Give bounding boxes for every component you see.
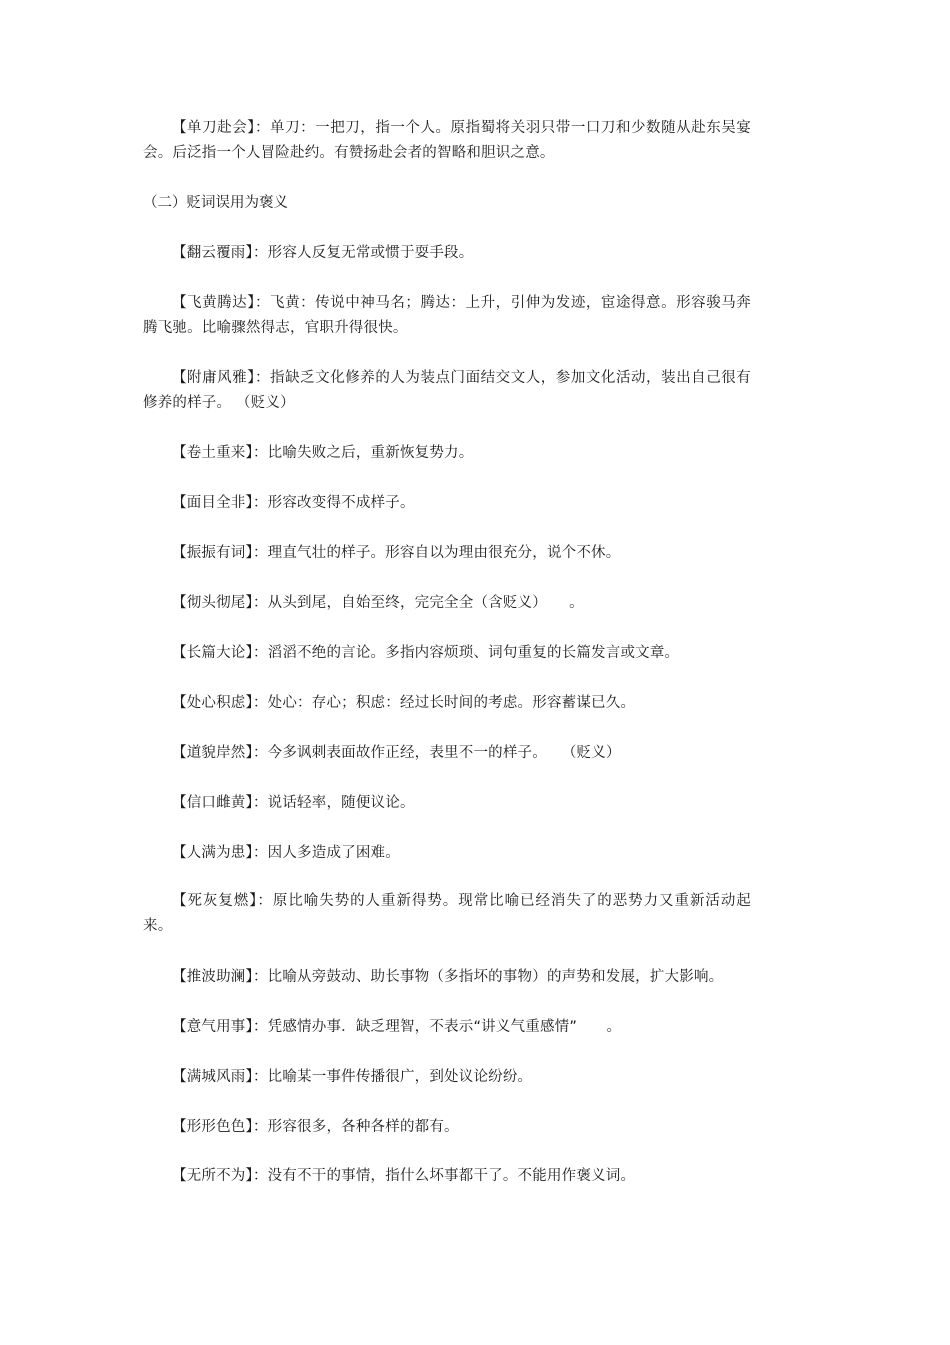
section-heading: （二）贬词误用为褒义 (143, 195, 288, 211)
entry-fan-yun-fu-yu: 【翻云覆雨】：形容人反复无常或惯于耍手段。 (172, 245, 474, 261)
entry-xing-xing-se-se: 【形形色色】：形容很多，各种各样的都有。 (172, 1119, 459, 1135)
entry-mian-mu-quan-fei: 【面目全非】：形容改变得不成样子。 (172, 495, 415, 511)
entry-man-cheng-feng-yu: 【满城风雨】：比喻某一事件传播很广，到处议论纷纷。 (172, 1069, 533, 1085)
entry-chu-xin-ji-lv: 【处心积虑】：处心：存心；积虑：经过长时间的考虑。形容蓄谋已久。 (172, 695, 636, 711)
entry-dao-mao-an-ran: 【道貌岸然】：今多讽刺表面故作正经，表里不一的样子。 （贬义） (172, 745, 621, 761)
entry-che-tou-che-wei: 【彻头彻尾】：从头到尾，自始至终，完完全全（含贬义） 。 (172, 595, 584, 611)
entry-yi-qi-yong-shi: 【意气用事】：凭感情办事．缺乏理智，不表示“讲义气重感情” 。 (172, 1019, 622, 1035)
entry-chang-pian-da-lun: 【长篇大论】：滔滔不绝的言论。多指内容烦琐、词句重复的长篇发言或文章。 (172, 645, 680, 661)
entry-juan-tu-chong-lai: 【卷土重来】：比喻失败之后，重新恢复势力。 (172, 445, 474, 461)
entry-si-hui-fu-ran: 【死灰复燃】：原比喻失势的人重新得势。现常比喻已经消失了的恶势力又重新活动起来。 (143, 893, 751, 934)
entry-zhen-zhen-you-ci: 【振振有词】：理直气壮的样子。形容自以为理由很充分，说个不休。 (172, 545, 621, 561)
entry-dan-dao-fu-hui: 【单刀赴会】：单刀：一把刀，指一个人。原指蜀将关羽只带一口刀和少数随从赴东吴宴会。后泛指一个人冒险赴约。有赞扬赴会者的智略和胆识之意。 (143, 120, 751, 161)
entry-fu-yong-feng-ya: 【附庸风雅】：指缺乏文化修养的人为装点门面结交文人，参加文化活动，装出自己很有修养的样子。 （贬义） (143, 370, 751, 411)
entry-tui-bo-zhu-lan: 【推波助澜】：比喻从旁鼓动、助长事物（多指坏的事物）的声势和发展，扩大影响。 (172, 969, 724, 985)
entry-fei-huang-teng-da: 【飞黄腾达】：飞黄：传说中神马名；腾达：上升，引伸为发迹，宦途得意。形容骏马奔腾飞驰。比喻骤然得志，官职升得很快。 (143, 295, 751, 336)
entry-ren-man-wei-huan: 【人满为患】：因人多造成了困难。 (172, 845, 400, 861)
entry-wu-suo-bu-wei: 【无所不为】：没有不干的事情，指什么坏事都干了。不能用作褒义词。 (172, 1168, 636, 1184)
entry-xin-kou-ci-huang: 【信口雌黄】：说话轻率，随便议论。 (172, 795, 415, 811)
